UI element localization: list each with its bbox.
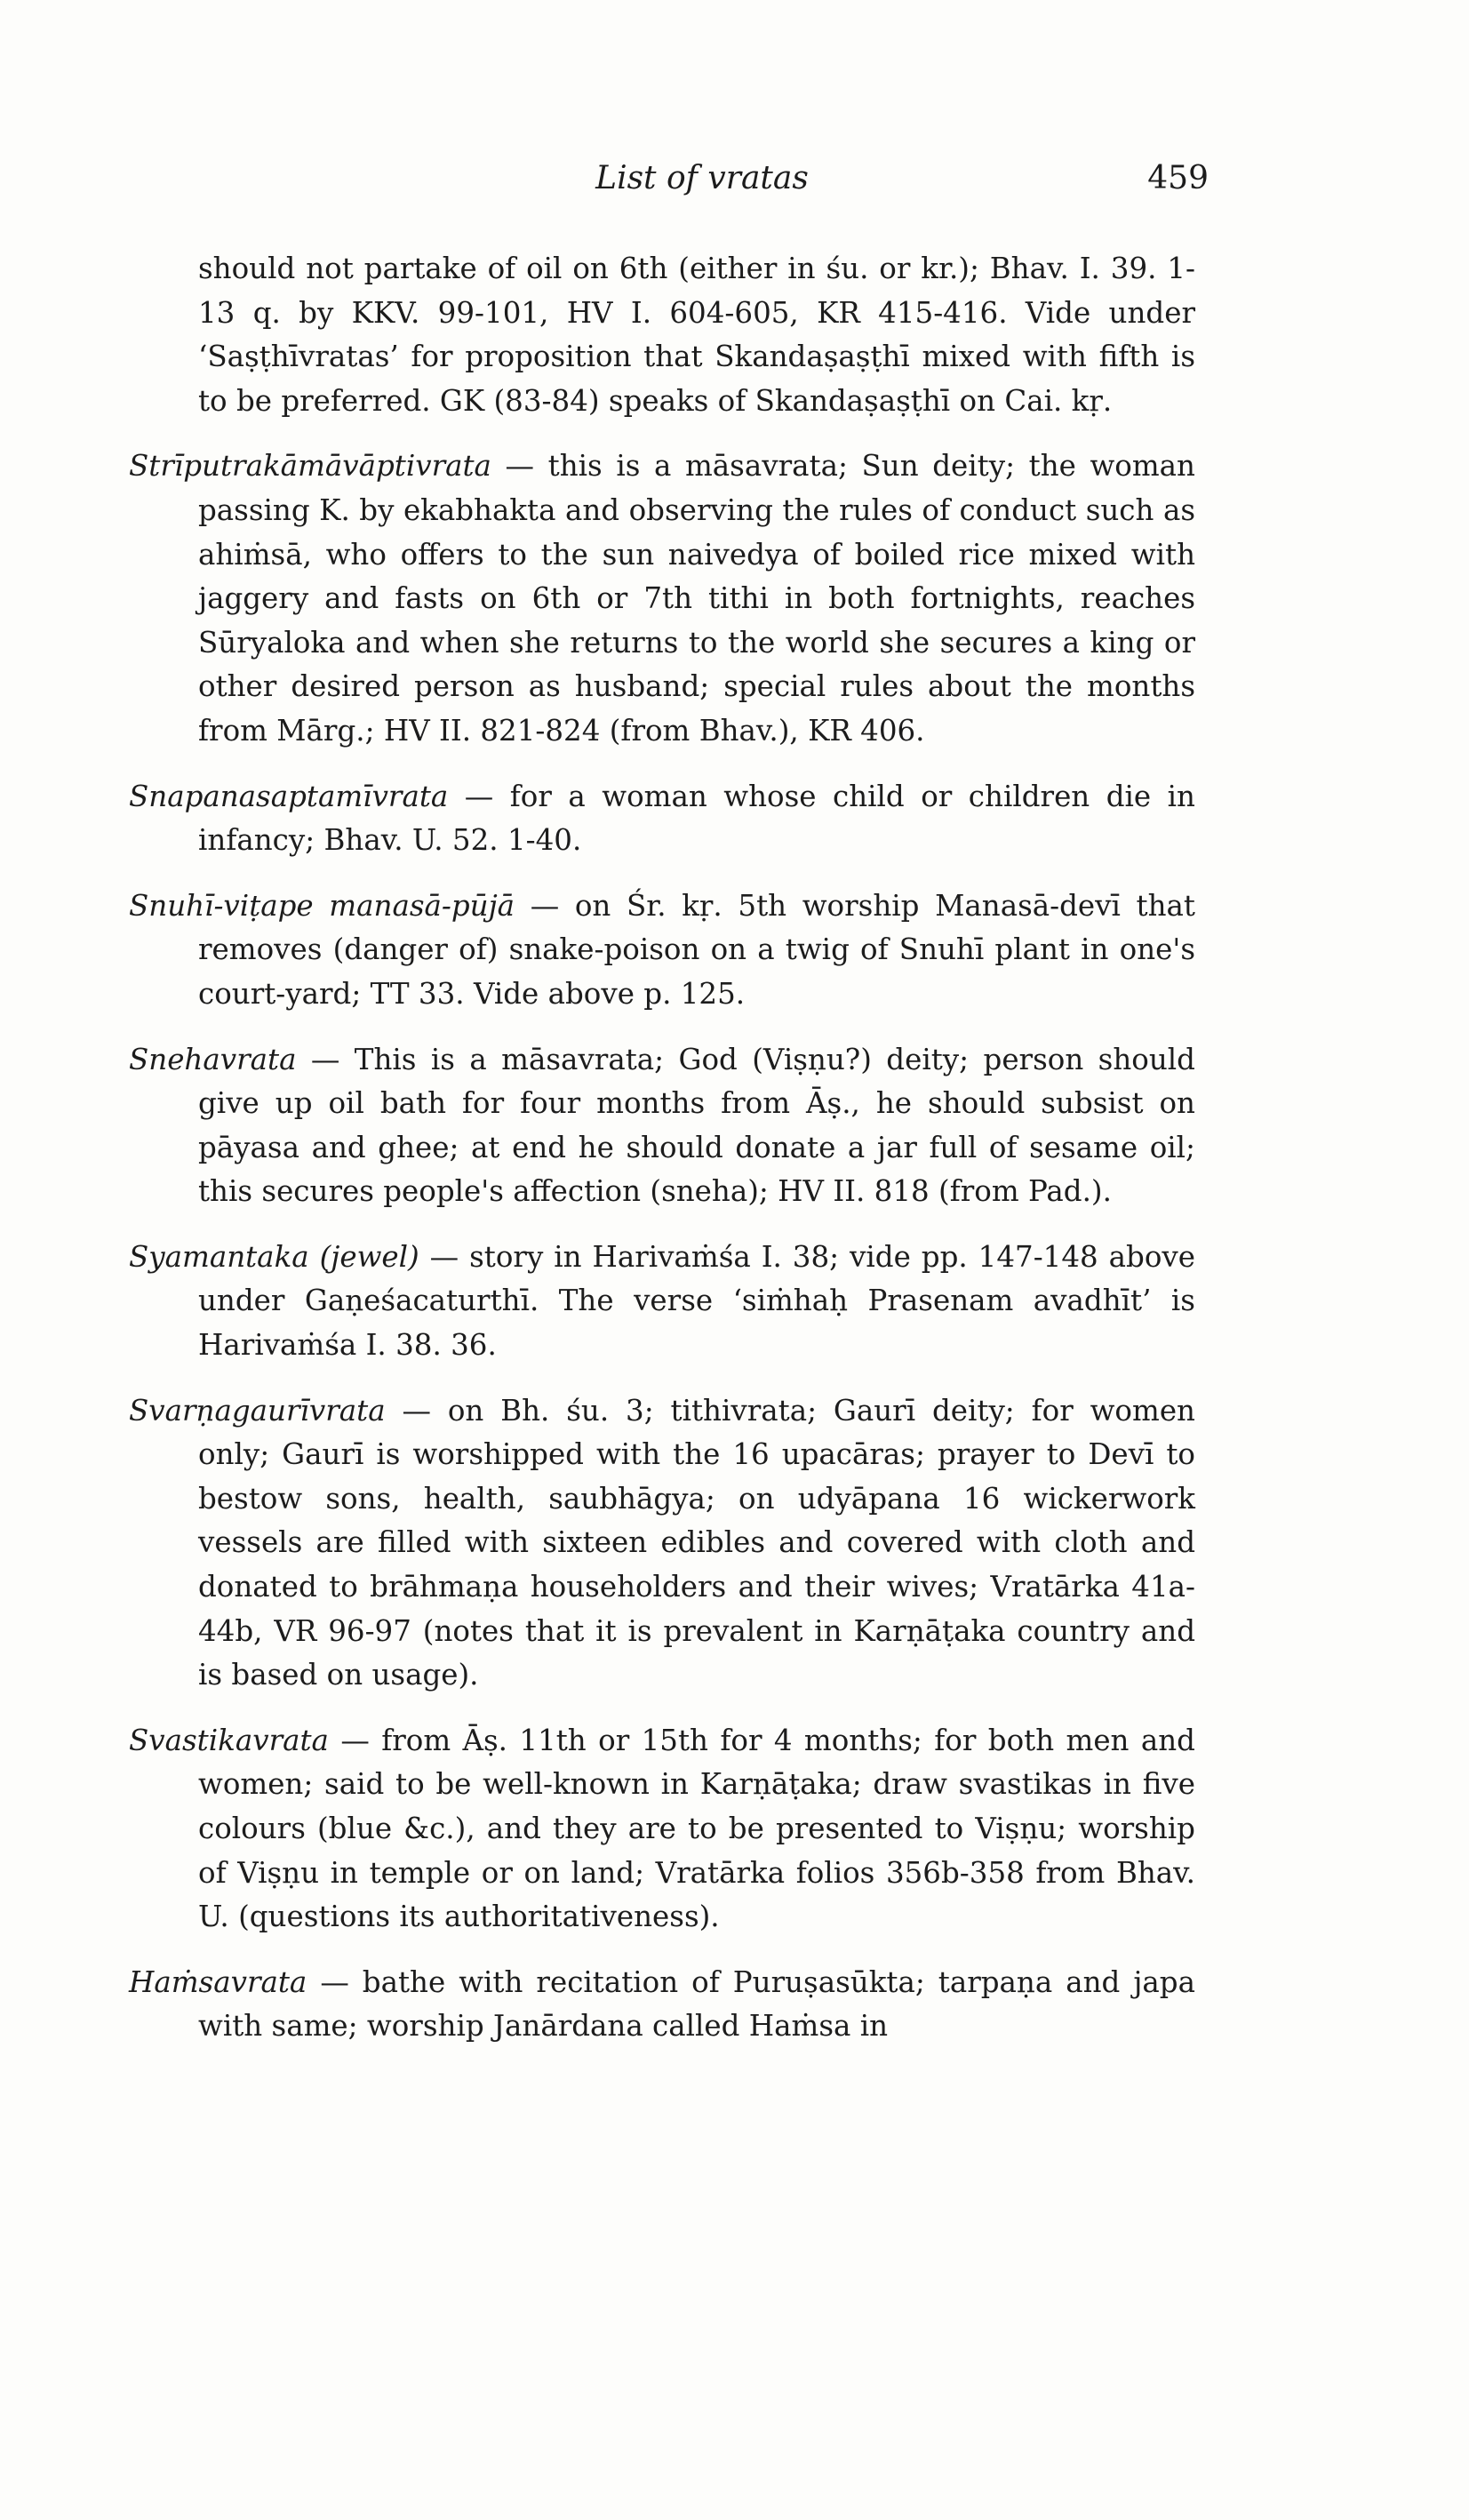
running-head — [196, 160, 1209, 204]
entry-text: — on Śr. kṛ. 5th worship Manasā-devī that removes (danger of) snake-poison on a twig of Snuhī plant in one's court-yard; TT 33. Vide above p. 125. — [198, 888, 1195, 1011]
entry-continuation — [129, 247, 1195, 423]
entry-headword: Strīputrakāmāvāptivrata — [129, 449, 491, 484]
entry-striputrakamavaptivrata — [129, 444, 1195, 753]
page-number: 459 — [1147, 160, 1209, 196]
entry-text: — story in Harivaṁśa I. 38; vide pp. 147-148 above under Gaṇeśacaturthī. The verse ‘siṁhaḥ Prasenam avadhīt’ is Harivaṁśa I. 38. 36. — [198, 1239, 1195, 1363]
entry-headword: Haṁsavrata — [129, 1964, 307, 1999]
entry-headword: Syamantaka (jewel) — [129, 1239, 419, 1274]
entry-text: — This is a māsavrata; God (Viṣṇu?) deity; person should give up oil bath for four months from Āṣ., he should subsist on pāyasa and ghee; at end he should donate a jar full of sesame oil; this secures people's affection (sneha); HV II. 818 (from Pad.). — [198, 1042, 1195, 1209]
entry-snapanasaptamivrata — [129, 775, 1195, 863]
entry-text: — from Āṣ. 11th or 15th for 4 months; for both men and women; said to be well-known in Karṇāṭaka; draw svastikas in five colours (blue &c.), and they are to be presented to Viṣṇu; worship of Viṣṇu in temple or on land; Vratārka folios 356b-358 from Bhav. U. (questions its authoritativeness). — [198, 1723, 1195, 1934]
entry-headword: Svastikavrata — [129, 1723, 329, 1757]
entry-headword: Snehavrata — [129, 1042, 297, 1076]
entry-hamsavrata — [129, 1961, 1195, 2049]
entry-svastikavrata — [129, 1719, 1195, 1940]
entry-text: — for a woman whose child or children die in infancy; Bhav. U. 52. 1-40. — [198, 779, 1195, 858]
entry-text: — this is a māsavrata; Sun deity; the woman passing K. by ekabhakta and observing the rules of conduct such as ahiṁsā, who offers to the sun naivedya of boiled rice mixed with jaggery and fasts on 6th or 7th tithi in both fortnights, reaches Sūryaloka and when she returns to the world she secures a king or other desired person as husband; special rules about the months from Mārg.; HV II. 821-824 (from Bhav.), KR 406. — [198, 449, 1195, 748]
entry-headword: Snuhī-viṭape manasā-pūjā — [129, 888, 515, 923]
entry-snehavrata — [129, 1038, 1195, 1214]
entry-text: — bathe with recitation of Puruṣasūkta; tarpaṇa and japa with same; worship Janārdana called Haṁsa in — [198, 1964, 1195, 2044]
entry-snuhi-vitape — [129, 884, 1195, 1017]
page-title: List of vratas — [595, 160, 809, 196]
entry-text: — on Bh. śu. 3; tithivrata; Gaurī deity; for women only; Gaurī is worshipped with the 16 upacāras; prayer to Devī to bestow sons, health, saubhāgya; on udyāpana 16 wickerwork vessels are filled with sixteen edibles and covered with cloth and donated to brāhmaṇa householders and their wives; Vratārka 41a-44b, VR 96-97 (notes that it is prevalent in Karṇāṭaka country and is based on usage). — [198, 1393, 1195, 1692]
entry-text: should not partake of oil on 6th (either in śu. or kr.); Bhav. I. 39. 1-13 q. by KKV. 99-101, HV I. 604-605, KR 415-416. Vide under ‘Saṣṭhīvratas’ for proposition that Skandaṣaṣṭhī mixed with fifth is to be preferred. GK (83-84) speaks of Skandaṣaṣṭhī on Cai. kṛ. — [198, 252, 1195, 418]
entry-syamantaka — [129, 1236, 1195, 1368]
entry-headword: Svarṇagaurīvrata — [129, 1393, 386, 1428]
entries-list — [129, 247, 1195, 2070]
entry-svarnagaurivrata — [129, 1389, 1195, 1698]
entry-headword: Snapanasaptamīvrata — [129, 779, 449, 813]
